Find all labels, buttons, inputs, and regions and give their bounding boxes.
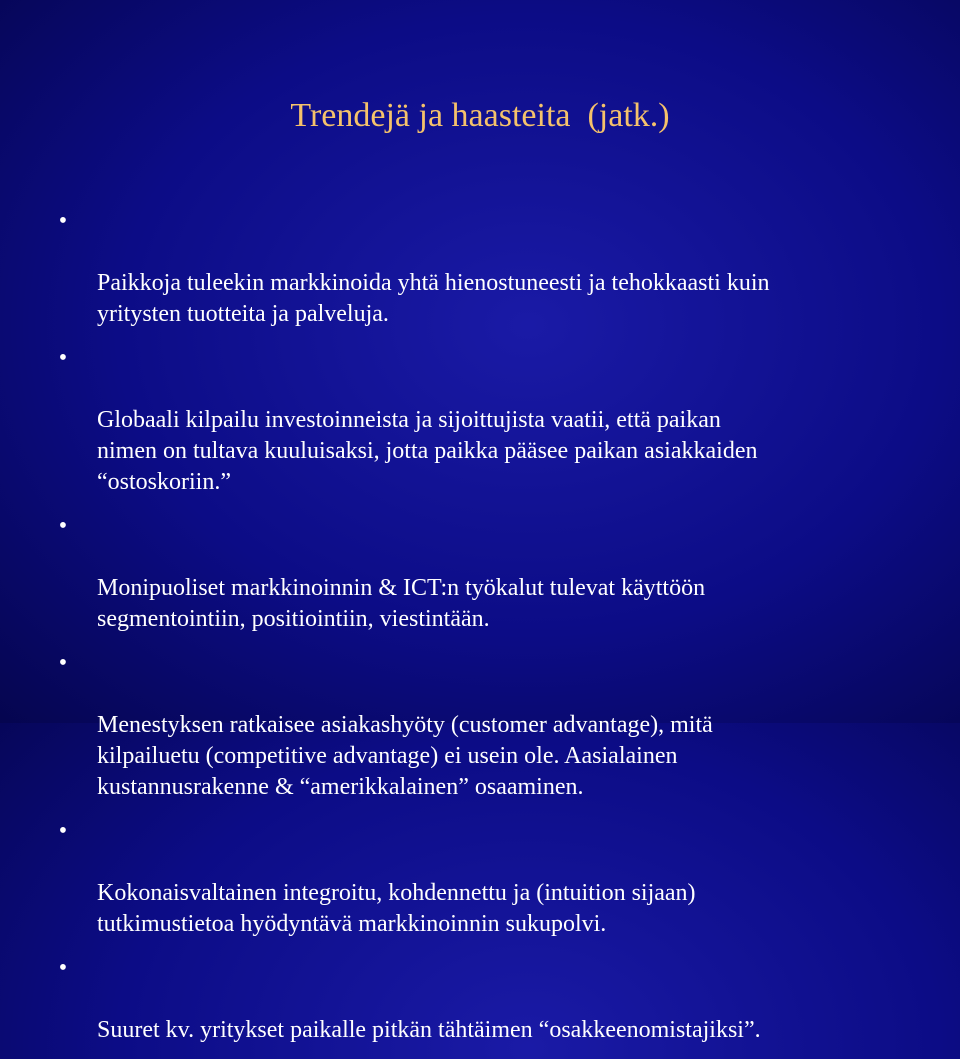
bullet-item [58, 953, 917, 1046]
bullet-list [58, 206, 917, 1059]
slide-title: Trendejä ja haasteita (jatk.) [290, 97, 670, 134]
bullet-item [58, 206, 917, 330]
bullet-icon: • [58, 650, 68, 676]
bullet-text: Kokonaisvaltainen integroitu, kohdennettu ja (intuition sijaan) tutkimustietoa hyödyntävä markkinoinnin sukupolvi. [97, 880, 696, 937]
bullet-item [58, 816, 917, 940]
bullet-text: Globaali kilpailu investoinneista ja sijoittujista vaatii, että paikan nimen on tultava kuuluisaksi, jotta paikka pääsee paikan asiakkaiden “ostoskoriin.” [97, 407, 758, 495]
bullet-icon: • [58, 513, 68, 539]
bullet-icon: • [58, 818, 68, 844]
bullet-text: Monipuoliset markkinoinnin & ICT:n työkalut tulevat käyttöön segmentointiin, positiointiin, viestintään. [97, 575, 706, 632]
bullet-item [58, 343, 917, 498]
bullet-text: Paikkoja tuleekin markkinoida yhtä hienostuneesti ja tehokkaasti kuin yritysten tuotteita ja palveluja. [97, 270, 770, 327]
bullet-icon: • [58, 208, 68, 234]
bullet-icon: • [58, 955, 68, 981]
bullet-item [58, 648, 917, 803]
bullet-icon: • [58, 345, 68, 371]
bullet-text: Suuret kv. yritykset paikalle pitkän tähtäimen “osakkeenomistajiksi”. [97, 1017, 761, 1043]
bullet-text: Menestyksen ratkaisee asiakashyöty (customer advantage), mitä kilpailuetu (competitive advantage) ei usein ole. Aasialainen kustannusrakenne & “amerikkalainen” osaaminen. [97, 712, 713, 800]
bullet-item [58, 511, 917, 635]
